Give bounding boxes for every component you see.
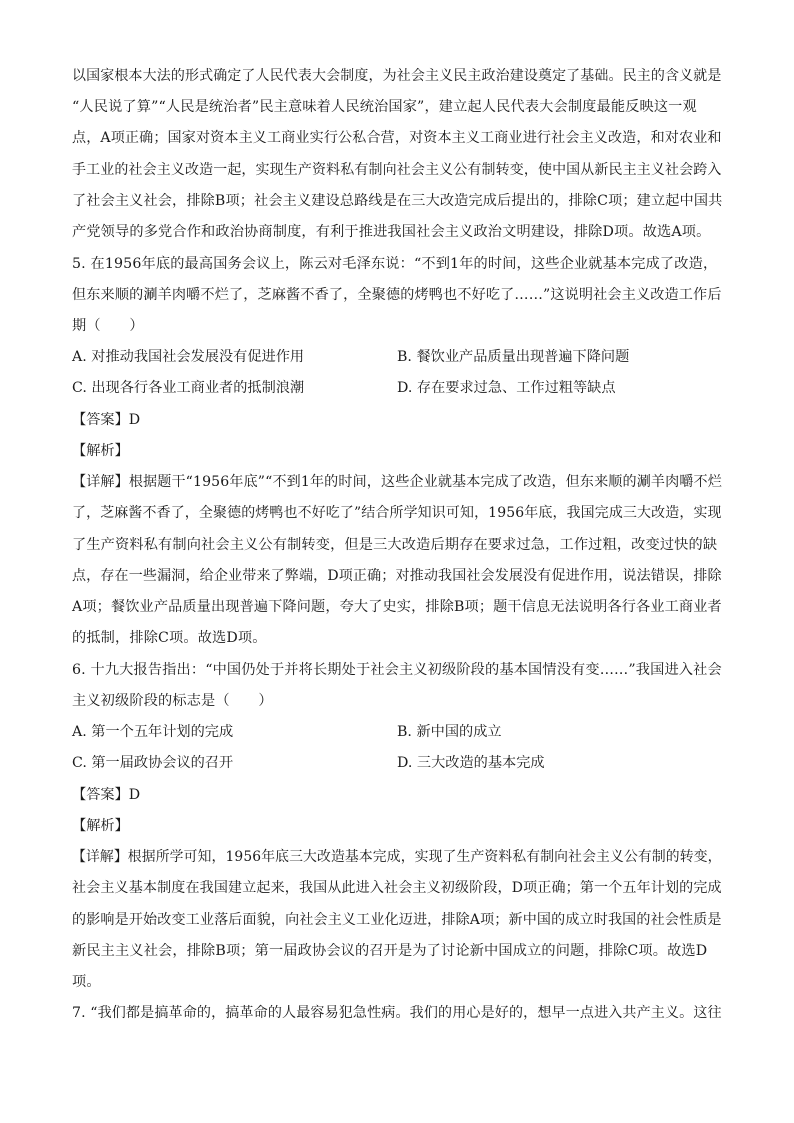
q5-option-b: B. 餐饮业产品质量出现普遍下降问题	[397, 349, 630, 365]
q5-detail-line: 的抵制，排除C项。故选D项。	[72, 630, 267, 646]
q6-analysis-label: 【解析】	[72, 818, 129, 834]
q6-detail-line: 的影响是开始改变工业落后面貌，向社会主义工业化迈进，排除A项；新中国的成立时我国的社会性质是	[72, 912, 722, 928]
q6-detail-line: 项。	[72, 974, 101, 990]
question-6-stem: 6. 十九大报告指出：“中国仍处于并将长期处于社会主义初级阶段的基本国情没有变……”我国进入社会	[72, 662, 722, 678]
question-5-stem: 期（ ）	[72, 318, 144, 334]
intro-line: 产党领导的多党合作和政治协商制度，有利于推进我国社会主义政治文明建设，排除D项。故选A项。	[72, 224, 711, 240]
q5-option-d: D. 存在要求过急、工作过粗等缺点	[397, 380, 616, 396]
question-5-stem: 但东来顺的涮羊肉嚼不烂了，芝麻酱不香了，全聚德的烤鸭也不好吃了……”这说明社会主义改造工作后	[72, 287, 722, 303]
intro-line: 以国家根本大法的形式确定了人民代表大会制度，为社会主义民主政治建设奠定了基础。民主的含义就是	[72, 68, 722, 84]
q6-option-b: B. 新中国的成立	[397, 724, 502, 740]
q5-detail-line: 了生产资料私有制向社会主义公有制转变，但是三大改造后期存在要求过急，工作过粗，改变过快的缺	[72, 537, 718, 553]
q5-option-a: A. 对推动我国社会发展没有促进作用	[72, 349, 305, 365]
q5-option-c: C. 出现各行各业工商业者的抵制浪潮	[72, 380, 305, 396]
q5-detail-line: 了，芝麻酱不香了，全聚德的烤鸭也不好吃了”结合所学知识可知，1956年底，我国完成三大改造，实现	[72, 505, 722, 521]
q6-option-d: D. 三大改造的基本完成	[397, 755, 545, 771]
question-7-stem: 7. “我们都是搞革命的，搞革命的人最容易犯急性病。我们的用心是好的，想早一点进入共产主义。这往	[72, 1005, 722, 1021]
q5-detail-line: A项；餐饮业产品质量出现普遍下降问题，夸大了史实，排除B项；题干信息无法说明各行各业工商业者	[72, 599, 722, 615]
intro-line: “人民说了算”“人民是统治者”民主意味着人民统治国家”，建立起人民代表大会制度最能反映这一观	[72, 99, 697, 115]
q6-detail-line: 【详解】根据所学可知，1956年底三大改造基本完成，实现了生产资料私有制向社会主义公有制的转变，	[72, 849, 722, 865]
q5-analysis-label: 【解析】	[72, 443, 129, 459]
intro-line: 手工业的社会主义改造一起，实现生产资料私有制向社会主义公有制转变，使中国从新民主主义社会跨入	[72, 162, 722, 178]
q5-detail-line: 点，存在一些漏洞，给企业带来了弊端，D项正确；对推动我国社会发展没有促进作用，说法错误，排除	[72, 568, 722, 584]
q6-option-c: C. 第一届政协会议的召开	[72, 755, 234, 771]
q6-option-a: A. 第一个五年计划的完成	[72, 724, 234, 740]
q6-answer: 【答案】D	[72, 787, 141, 803]
q5-detail-line: 【详解】根据题干“1956年底”“不到1年的时间，这些企业就基本完成了改造，但东来顺的涮羊肉嚼不烂	[72, 474, 722, 490]
q5-answer: 【答案】D	[72, 412, 141, 428]
q6-detail-line: 新民主主义社会，排除B项；第一届政协会议的召开是为了讨论新中国成立的问题，排除C项。故选D	[72, 943, 708, 959]
intro-line: 点，A项正确；国家对资本主义工商业实行公私合营，对资本主义工商业进行社会主义改造，和对农业和	[72, 130, 722, 146]
question-6-stem: 主义初级阶段的标志是（ ）	[72, 693, 273, 709]
q6-detail-line: 社会主义基本制度在我国建立起来，我国从此进入社会主义初级阶段，D项正确；第一个五年计划的完成	[72, 880, 722, 896]
intro-line: 了社会主义社会，排除B项；社会主义建设总路线是在三大改造完成后提出的，排除C项；建立起中国共	[72, 193, 723, 209]
question-5-stem: 5. 在1956年底的最高国务会议上，陈云对毛泽东说：“不到1年的时间，这些企业就基本完成了改造，	[72, 256, 718, 272]
